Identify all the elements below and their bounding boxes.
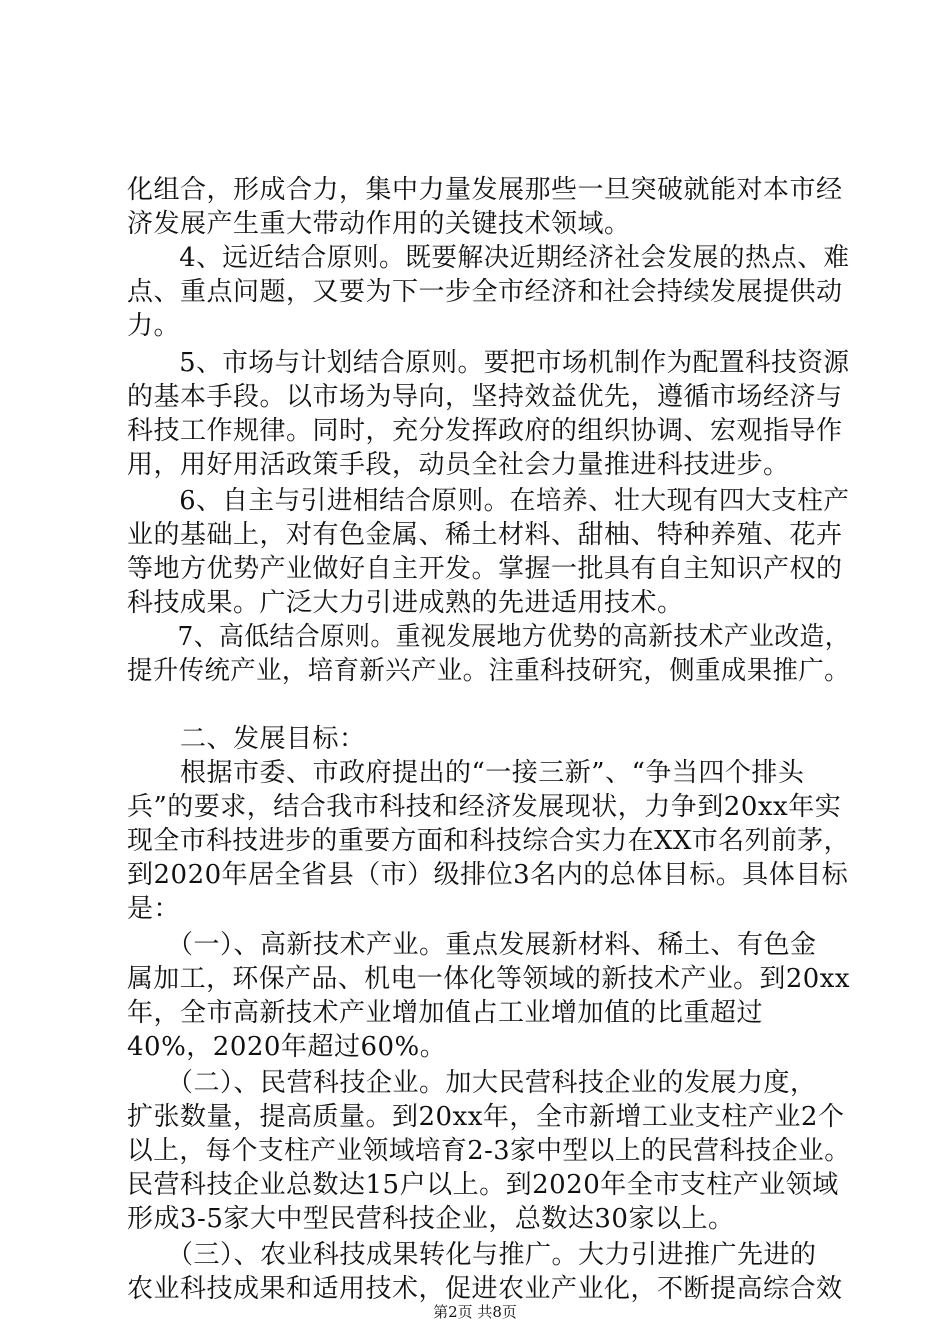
page-footer: 第2页 共8页 (433, 1303, 517, 1321)
text-line: 业的基础上，对有色金属、稀土材料、甜柚、特种养殖、花卉 (127, 520, 843, 550)
text-line: 力。 (127, 311, 181, 341)
text-line: （三）、农业科技成果转化与推广。大力引进推广先进的 (127, 1240, 817, 1270)
text-line: 济发展产生重大带动作用的关键技术领域。 (127, 209, 631, 239)
text-line: 提升传统产业，培育新兴产业。注重科技研究，侧重成果推广。 (127, 656, 851, 686)
text-line: 点、重点问题，又要为下一步全市经济和社会持续发展提供动 (127, 277, 843, 307)
text-line: 的基本手段。以市场为导向，坚持效益优先，遵循市场经济与 (127, 382, 843, 412)
text-line: 属加工，环保产品、机电一体化等领域的新技术产业。到20xx (127, 964, 850, 994)
text-line: 4、远近结合原则。既要解决近期经济社会发展的热点、难 (127, 243, 850, 273)
text-line: 年，全市高新技术产业增加值占工业增加值的比重超过 (127, 998, 764, 1028)
text-line: （二）、民营科技企业。加大民营科技企业的发展力度， (127, 1068, 817, 1098)
text-line: （一）、高新技术产业。重点发展新材料、稀土、有色金 (127, 930, 817, 960)
text-line: 5、市场与计划结合原则。要把市场机制作为配置科技资源 (127, 348, 850, 378)
text-line: 40%，2020年超过60%。 (127, 1032, 447, 1062)
text-line: 科技工作规律。同时，充分发挥政府的组织协调、宏观指导作 (127, 416, 843, 446)
text-line: 形成3-5家大中型民营科技企业，总数达30家以上。 (127, 1204, 735, 1234)
text-line: 化组合，形成合力，集中力量发展那些一旦突破就能对本市经 (127, 175, 843, 205)
text-line: 兵”的要求，结合我市科技和经济发展现状，力争到20xx年实 (127, 792, 842, 822)
text-line: 扩张数量，提高质量。到20xx年，全市新增工业支柱产业2个 (127, 1102, 845, 1132)
text-line: 二、发展目标： (127, 724, 366, 754)
text-line: 到2020年居全省县（市）级排位3名内的总体目标。具体目标 (127, 860, 849, 890)
text-line: 以上，每个支柱产业领域培育2-3家中型以上的民营科技企业。 (127, 1136, 851, 1166)
text-line: 民营科技企业总数达15户以上。到2020年全市支柱产业领域 (127, 1170, 839, 1200)
text-line: 科技成果。广泛大力引进成熟的先进适用技术。 (127, 588, 684, 618)
text-line: 等地方优势产业做好自主开发。掌握一批具有自主知识产权的 (127, 554, 843, 584)
text-line: 7、高低结合原则。重视发展地方优势的高新技术产业改造， (127, 622, 851, 652)
text-line: 现全市科技进步的重要方面和科技综合实力在XX市名列前茅， (127, 826, 851, 856)
text-line: 农业科技成果和适用技术，促进农业产业化，不断提高综合效 (127, 1274, 843, 1304)
text-line: 根据市委、市政府提出的“一接三新”、“争当四个排头 (127, 758, 805, 788)
text-line: 用，用好用活政策手段，动员全社会力量推进科技进步。 (127, 450, 790, 480)
text-line: 6、自主与引进相结合原则。在培养、壮大现有四大支柱产 (127, 486, 850, 516)
text-line: 是： (127, 894, 181, 924)
